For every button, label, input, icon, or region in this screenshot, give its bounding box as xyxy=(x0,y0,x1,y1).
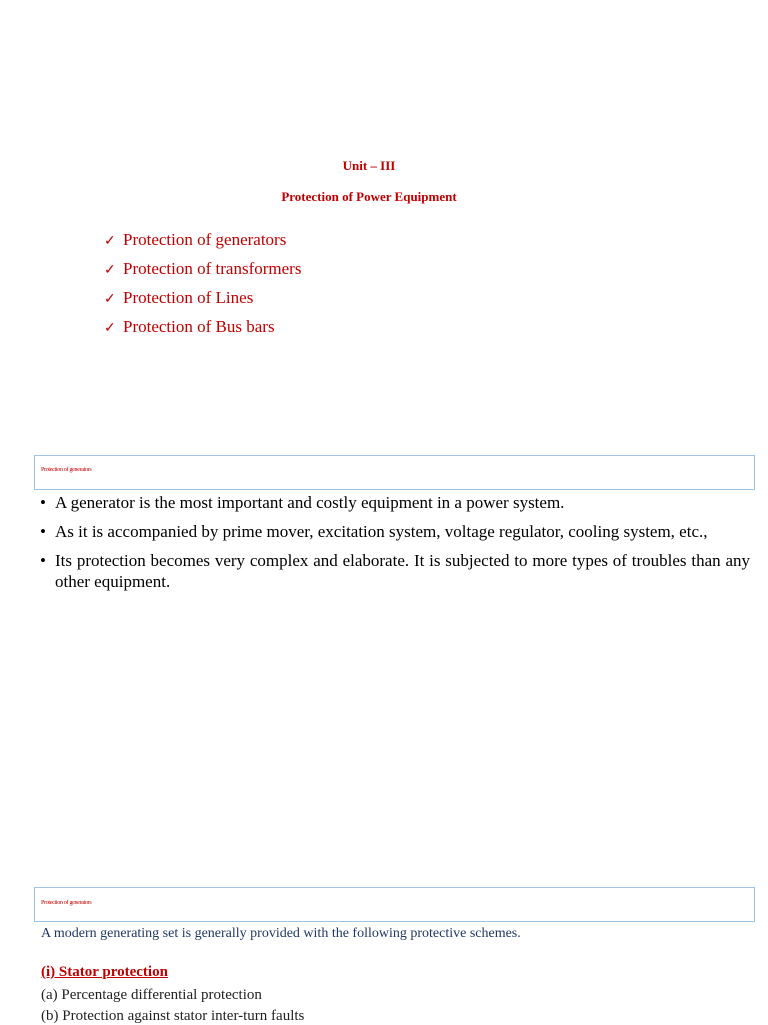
unit-title: Unit – III xyxy=(342,158,396,173)
stator-protection-heading: (i) Stator protection xyxy=(41,964,168,980)
scheme-item: (a) Percentage differential protection xyxy=(41,987,262,1003)
check-icon: ✓ xyxy=(104,263,116,278)
list-item xyxy=(104,316,301,345)
list-item-label: Protection of Bus bars xyxy=(123,317,275,336)
intro-text: A modern generating set is generally provided with the following protective schemes. xyxy=(41,926,521,941)
section-header-box xyxy=(34,887,755,922)
list-item xyxy=(104,258,301,287)
section-header-box xyxy=(34,455,755,490)
bullet-icon: • xyxy=(40,522,46,541)
page-title: Protection of Power Equipment xyxy=(281,189,457,204)
bullet-item xyxy=(40,492,750,513)
scheme-item: (b) Protection against stator inter-turn faults xyxy=(41,1008,305,1024)
bullet-text: Its protection becomes very complex and elaborate. It is subjected to more types of troubles than any other equipment. xyxy=(55,551,750,591)
topics-checklist xyxy=(104,229,301,345)
check-icon: ✓ xyxy=(104,292,116,307)
bullet-item xyxy=(40,550,750,592)
list-item-label: Protection of generators xyxy=(123,230,287,249)
bullet-icon: • xyxy=(40,493,46,512)
list-item-label: Protection of transformers xyxy=(123,259,302,278)
generator-bullets xyxy=(40,492,750,600)
check-icon: ✓ xyxy=(104,234,116,249)
section-header-label: Protection of generators xyxy=(41,467,92,473)
bullet-icon: • xyxy=(40,551,46,570)
bullet-text: A generator is the most important and costly equipment in a power system. xyxy=(55,493,565,512)
list-item xyxy=(104,229,301,258)
list-item-label: Protection of Lines xyxy=(123,288,254,307)
check-icon: ✓ xyxy=(104,321,116,336)
bullet-text: As it is accompanied by prime mover, excitation system, voltage regulator, cooling system, etc., xyxy=(55,522,708,541)
section-header-label: Protection of generators xyxy=(41,900,92,906)
bullet-item xyxy=(40,521,750,542)
list-item xyxy=(104,287,301,316)
